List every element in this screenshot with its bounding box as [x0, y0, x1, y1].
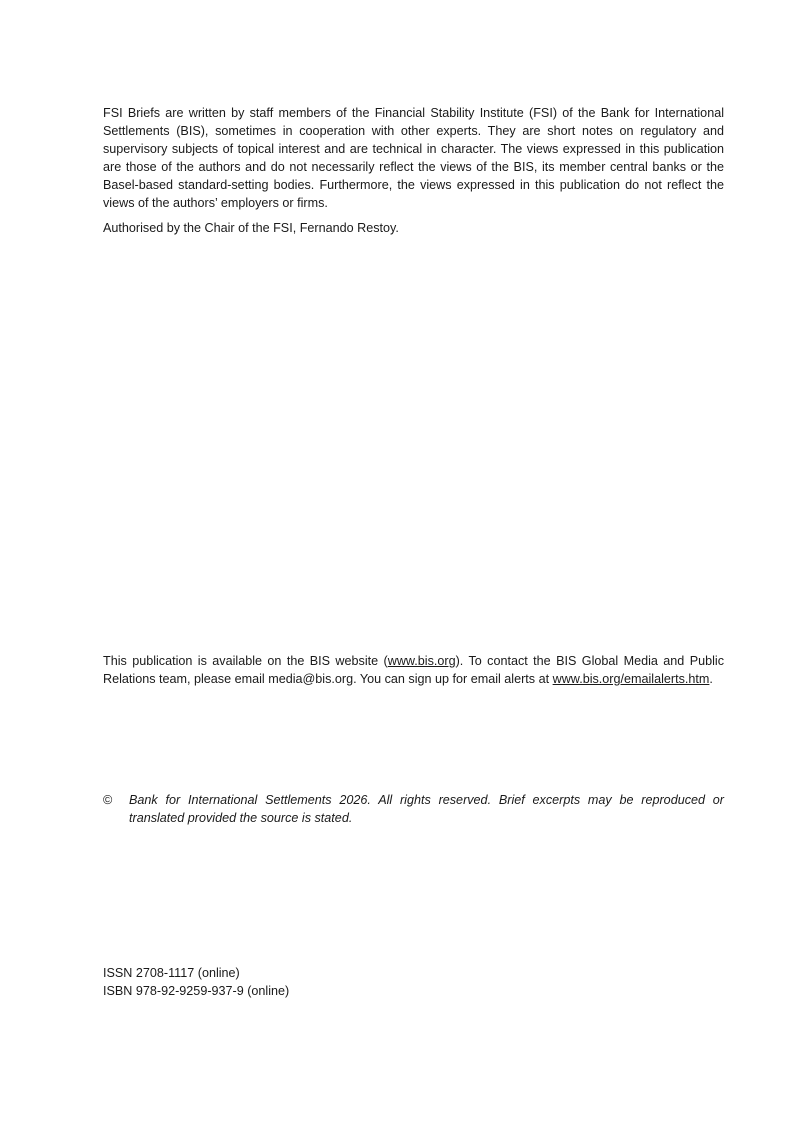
availability-text-3: . — [709, 672, 713, 686]
fsi-briefs-disclaimer: FSI Briefs are written by staff members of the Financial Stability Institute (FSI) of the Bank for International Settlements (BIS), sometimes in cooperation with other experts. They are short notes on regulatory and supervisory subjects of topical interest and are technical in character. The views expressed in this publication are those of the authors and do not necessarily reflect the views of the BIS, its member central banks or the Basel-based standard-setting bodies. Furthermore, the views expressed in this publication do not reflect the views of the authors’ employers or firms. — [103, 106, 724, 210]
bis-website-link[interactable]: www.bis.org — [387, 654, 456, 668]
availability-text-1: This publication is available on the BIS website ( — [103, 654, 388, 668]
authorisation-statement: Authorised by the Chair of the FSI, Fernando Restoy. — [103, 221, 399, 235]
copyright-notice — [103, 791, 724, 827]
issn-line: ISSN 2708-1117 (online) — [103, 966, 240, 980]
publication-identifiers — [103, 964, 289, 1000]
isbn-line: ISBN 978-92-9259-937-9 (online) — [103, 984, 290, 998]
copyright-symbol: © — [103, 793, 113, 807]
availability-text-2: ). To contact the BIS Global Media and Public Relations team, please email media@bis.org. You can sign up for email alerts at — [103, 654, 724, 686]
copyright-text: Bank for International Settlements 2026. All rights reserved. Brief excerpts may be reproduced or translated provided the source is stated. — [129, 793, 724, 825]
availability-notice — [103, 652, 724, 688]
email-alerts-link[interactable]: www.bis.org/emailalerts.htm — [552, 672, 710, 686]
